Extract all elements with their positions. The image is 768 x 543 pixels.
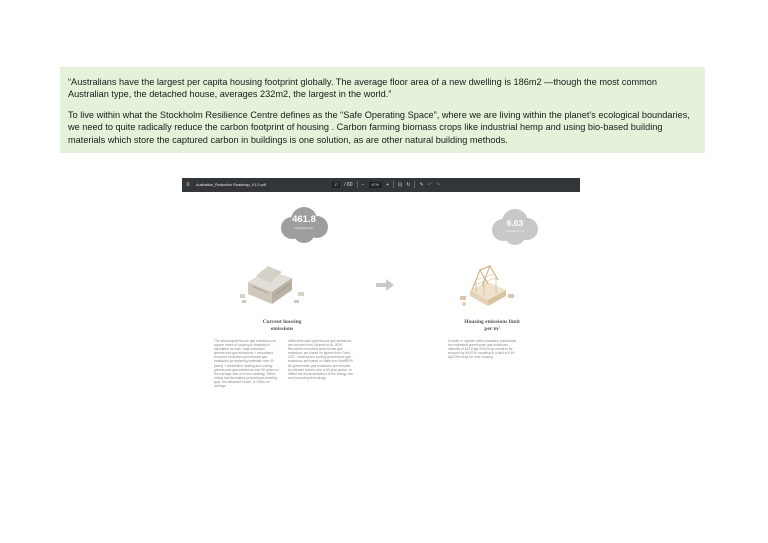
zoom-out-button[interactable]: − (361, 181, 365, 188)
emissions-cloud-limit (490, 208, 540, 246)
cloud-unit: kgCO2e/m²/yr (505, 229, 525, 233)
toolbar-divider (414, 181, 415, 188)
timber-house-illustration (458, 260, 518, 310)
emissions-limit-text: In order to operate within planetary boundaries, the estimated greenhouse gas emissions intensity of 461.8 kgCO2e/m²/yr needs to be reduced by 98.57%, resulting in a limit of 6.63 kgCO2e/m²/yr for new housing. (448, 339, 518, 360)
zoom-input[interactable]: 67% (369, 182, 383, 188)
draw-icon[interactable]: ✎ (419, 181, 424, 188)
current-emissions-text-col2: Initial embodied greenhouse gas emissions are sourced from Schmidt et al. 2020. Recurrent embodied greenhouse gas emissions are based on figures from Clark 2017. Heating and cooling greenhouse gas emissions are based on data from NatHERS. All greenhouse gas emissions are reduced by relevant factors over a 50 year period, to reflect the decarbonisation of the energy mix and improving technology. (288, 339, 354, 380)
rotate-icon[interactable]: ↻ (406, 181, 411, 188)
undo-icon[interactable]: ↶ (427, 181, 432, 188)
detached-house-illustration (238, 256, 310, 308)
current-emissions-text-col1: The annual greenhouse gas emissions per square metre of housing in Australia is calculated as such: total embodied greenhouse gas emissions + annualised recurrent embodied greenhouse gas emissions (ie replacing materials over 50 years) + annualised heating and cooling greenhouse gas emissions over 50 years for the average size of a new dwelling, 186m² noting that Australia's predominant dwelling type, the detached house, is 232m² on average. (214, 339, 279, 389)
zoom-in-button[interactable]: + (386, 181, 390, 188)
toolbar-divider (393, 181, 394, 188)
emissions-cloud-current (278, 206, 330, 244)
redo-icon[interactable]: ↷ (435, 181, 441, 188)
pdf-viewer (182, 178, 580, 423)
current-emissions-heading: Current housing emissions (262, 319, 302, 332)
quote-box (60, 67, 705, 153)
toolbar-controls (332, 181, 440, 188)
toolbar-divider (357, 181, 358, 188)
page-total: / 60 (344, 181, 353, 188)
fit-page-icon[interactable]: ⊡ (398, 181, 403, 188)
quote-paragraph-1: “Australians have the largest per capita housing footprint globally. The average floor area of a new dwelling is 186m2 —though the most common Australian type, the detached house, averages 232m2, the largest in the world.” (68, 77, 658, 100)
cloud-icon (278, 206, 330, 244)
menu-icon[interactable]: ≡ (186, 182, 190, 188)
arrow-right-icon (376, 279, 394, 291)
page-number-input[interactable]: 17 (334, 182, 339, 187)
cloud-unit: kgCO2e/m²/yr (294, 226, 314, 230)
cloud-value: 6.63 (506, 218, 524, 228)
file-name: Australian_Reduction Roadmap_V1.0.pdf (196, 183, 266, 187)
emissions-limit-heading: Housing emissions limit per m² (464, 319, 520, 332)
cloud-value: 461.8 (292, 214, 316, 225)
quote-paragraph-2: To live within what the Stockholm Resilience Centre defines as the “Safe Operating Space”, where we are living within the planet’s ecological boundaries, we need to quite radically reduce the carbon footprint of housing . Carbon farming biomass crops like industrial hemp and using bio-based building materials which store the captured carbon in buildings is one solution, as are other natural building methods. (68, 109, 690, 145)
pdf-toolbar (182, 178, 580, 192)
